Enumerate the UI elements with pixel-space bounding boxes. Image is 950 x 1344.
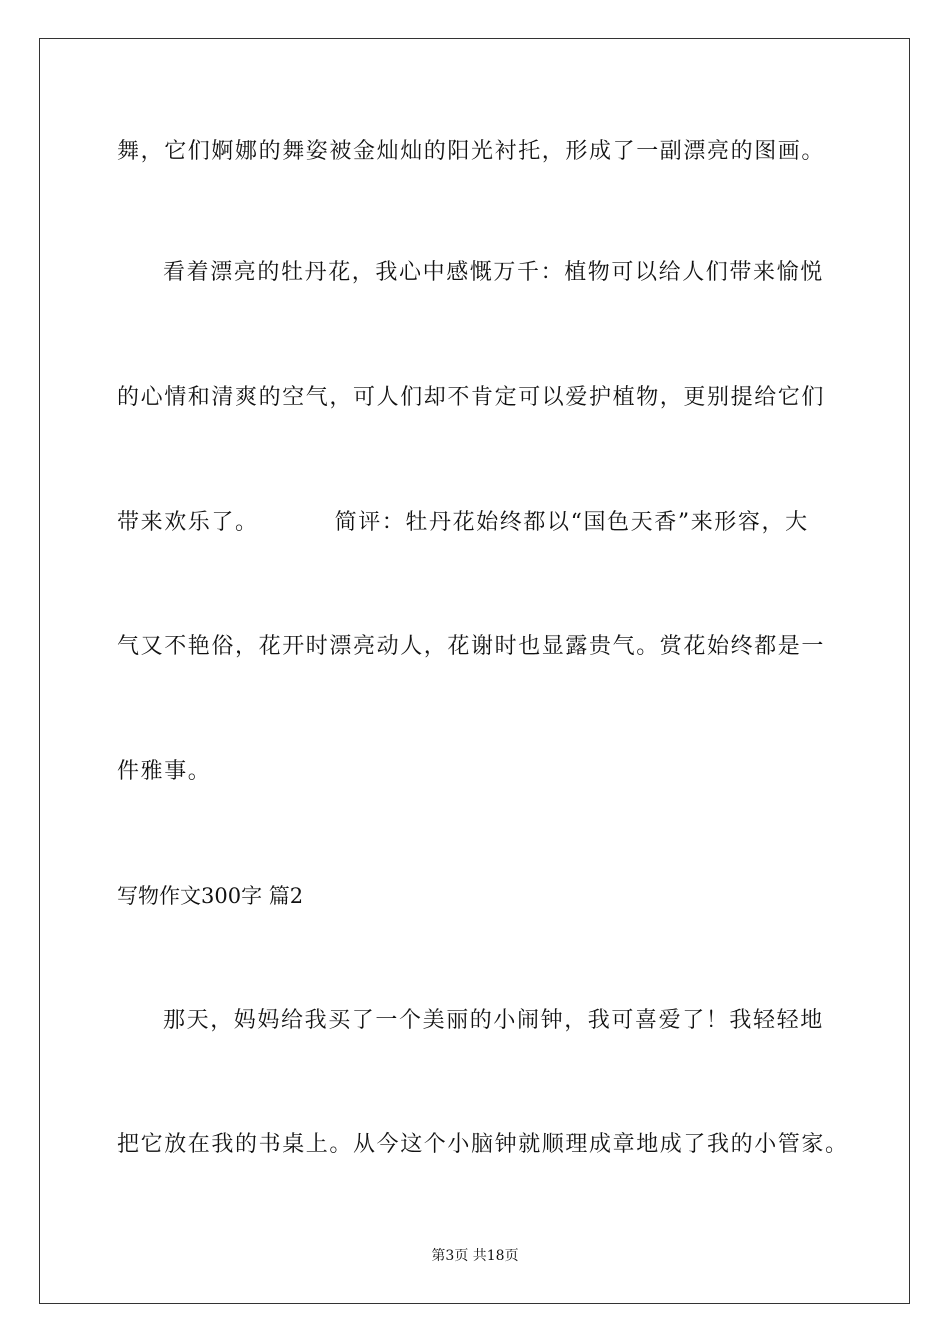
section-heading: 写物作文300字 篇2 — [117, 884, 304, 908]
text-line-6: 件雅事。 — [117, 759, 212, 784]
text-line-1: 舞，它们婀娜的舞姿被金灿灿的阳光衬托，形成了一副漂亮的图画。 — [117, 139, 826, 164]
text-line-2: 看着漂亮的牡丹花，我心中感慨万千：植物可以给人们带来愉悦 — [163, 260, 824, 285]
text-segment-end: 带来欢乐了。 — [117, 510, 259, 535]
text-line-5: 气又不艳俗，花开时漂亮动人，花谢时也显露贵气。赏花始终都是一 — [117, 634, 826, 659]
comment-segment: 简评：牡丹花始终都以“国色天香”来形容，大 — [334, 510, 809, 535]
text-line-3: 的心情和清爽的空气，可人们却不肯定可以爱护植物，更别提给它们 — [117, 385, 826, 410]
text-line-4 — [117, 508, 837, 538]
text-line-7: 那天，妈妈给我买了一个美丽的小闹钟，我可喜爱了！我轻轻地 — [163, 1008, 824, 1033]
page-border — [39, 38, 910, 1304]
page-footer: 第3页 共18页 — [431, 1248, 519, 1264]
text-line-8: 把它放在我的书桌上。从今这个小脑钟就顺理成章地成了我的小管家。 — [117, 1132, 849, 1157]
